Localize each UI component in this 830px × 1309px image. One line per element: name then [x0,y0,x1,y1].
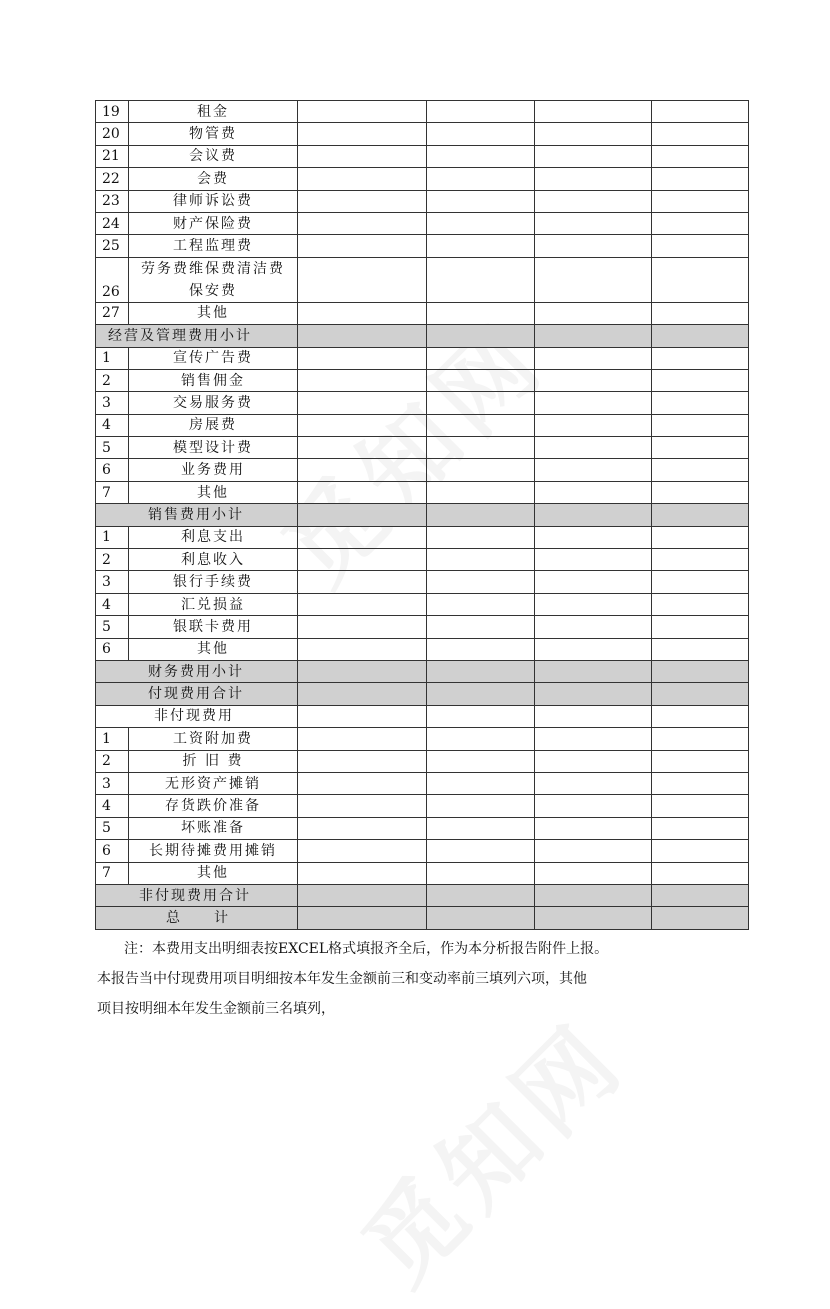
value-cell[interactable] [652,325,749,347]
value-cell[interactable] [652,817,749,839]
row-number: 5 [96,616,129,638]
table-row [96,683,749,705]
subtotal-label: 销售费用小计 [96,504,298,526]
row-number: 4 [96,795,129,817]
expense-item-name: 其他 [129,638,298,660]
table-row [96,459,749,481]
expense-item-name: 银行手续费 [129,571,298,593]
value-cell[interactable] [298,660,427,682]
notes [97,934,764,1024]
table-row [96,212,749,234]
expense-item-name: 销售佣金 [129,369,298,391]
value-cell[interactable] [427,862,535,884]
value-cell[interactable] [427,772,535,794]
value-cell[interactable] [298,571,427,593]
table-row [96,325,749,347]
value-cell[interactable] [535,123,652,145]
value-cell[interactable] [298,235,427,257]
watermark: 觅知网 [262,301,567,606]
value-cell[interactable] [652,459,749,481]
value-cell[interactable] [427,750,535,772]
expense-item-name: 利息收入 [129,549,298,571]
value-cell[interactable] [427,257,535,302]
table-row [96,235,749,257]
value-cell[interactable] [652,549,749,571]
value-cell[interactable] [427,907,535,929]
value-cell[interactable] [298,817,427,839]
expense-item-name: 房展费 [129,414,298,436]
value-cell[interactable] [427,123,535,145]
row-number: 25 [96,235,129,257]
value-cell[interactable] [535,817,652,839]
row-number: 23 [96,190,129,212]
row-number: 5 [96,817,129,839]
row-number: 4 [96,414,129,436]
expense-item-name: 交易服务费 [129,392,298,414]
expense-item-name: 工资附加费 [129,728,298,750]
expense-item-name: 其他 [129,481,298,503]
value-cell[interactable] [652,302,749,324]
value-cell[interactable] [298,392,427,414]
value-cell[interactable] [535,571,652,593]
subtotal-label: 财务费用小计 [96,660,298,682]
value-cell[interactable] [298,862,427,884]
value-cell[interactable] [298,526,427,548]
row-number: 1 [96,526,129,548]
value-cell[interactable] [652,369,749,391]
value-cell[interactable] [652,504,749,526]
value-cell[interactable] [535,190,652,212]
table-row [96,862,749,884]
value-cell[interactable] [652,728,749,750]
value-cell[interactable] [298,593,427,615]
expense-item-name: 模型设计费 [129,437,298,459]
value-cell[interactable] [298,302,427,324]
value-cell[interactable] [298,369,427,391]
value-cell[interactable] [427,705,535,727]
row-number: 6 [96,459,129,481]
value-cell[interactable] [535,437,652,459]
value-cell[interactable] [427,683,535,705]
value-cell[interactable] [427,101,535,123]
table-row [96,750,749,772]
value-cell[interactable] [427,459,535,481]
value-cell[interactable] [535,257,652,302]
expense-item-name-wrap [129,258,297,302]
table-row [96,571,749,593]
subtotal-label: 非付现费用合计 [96,884,298,906]
row-number: 24 [96,212,129,234]
table-row [96,638,749,660]
row-number: 1 [96,347,129,369]
value-cell[interactable] [427,593,535,615]
value-cell[interactable] [535,772,652,794]
value-cell[interactable] [535,481,652,503]
value-cell[interactable] [427,437,535,459]
value-cell[interactable] [298,907,427,929]
value-cell[interactable] [535,616,652,638]
value-cell[interactable] [298,459,427,481]
value-cell[interactable] [298,772,427,794]
value-cell[interactable] [298,347,427,369]
row-number: 6 [96,638,129,660]
value-cell[interactable] [652,526,749,548]
value-cell[interactable] [427,660,535,682]
value-cell[interactable] [298,616,427,638]
value-cell[interactable] [652,481,749,503]
table-row [96,705,749,727]
expense-item-name: 物管费 [129,123,298,145]
expense-item-name: 业务费用 [129,459,298,481]
value-cell[interactable] [298,437,427,459]
value-cell[interactable] [427,145,535,167]
note-line-3: 项目按明细本年发生金额前三名填列， [97,1001,335,1017]
row-number: 3 [96,571,129,593]
expense-item-name: 折 旧 费 [129,750,298,772]
value-cell[interactable] [427,840,535,862]
value-cell[interactable] [298,325,427,347]
table-row [96,347,749,369]
value-cell[interactable] [652,235,749,257]
value-cell[interactable] [427,190,535,212]
value-cell[interactable] [535,705,652,727]
value-cell[interactable] [652,840,749,862]
value-cell[interactable] [652,593,749,615]
table-row [96,190,749,212]
value-cell[interactable] [427,504,535,526]
value-cell[interactable] [652,212,749,234]
value-cell[interactable] [427,795,535,817]
row-number: 1 [96,728,129,750]
value-cell[interactable] [652,705,749,727]
value-cell[interactable] [535,549,652,571]
value-cell[interactable] [535,369,652,391]
value-cell[interactable] [427,235,535,257]
value-cell[interactable] [535,593,652,615]
table-row [96,302,749,324]
value-cell[interactable] [427,302,535,324]
value-cell[interactable] [298,145,427,167]
value-cell[interactable] [298,414,427,436]
table-row [96,772,749,794]
table-row [96,817,749,839]
table-row [96,392,749,414]
value-cell[interactable] [652,392,749,414]
table-row [96,549,749,571]
value-cell[interactable] [535,862,652,884]
subtotal-label: 付现费用合计 [96,683,298,705]
row-number: 4 [96,593,129,615]
value-cell[interactable] [298,101,427,123]
expense-detail-table [95,100,749,930]
value-cell[interactable] [652,638,749,660]
value-cell[interactable] [298,481,427,503]
table-row [96,728,749,750]
value-cell[interactable] [427,616,535,638]
expense-item-name-line2: 保安费 [189,282,237,299]
table-row [96,481,749,503]
value-cell[interactable] [652,683,749,705]
expense-item-name: 租金 [129,101,298,123]
expense-item-name [129,257,298,302]
value-cell[interactable] [535,101,652,123]
value-cell[interactable] [652,660,749,682]
value-cell[interactable] [427,481,535,503]
expense-item-name: 会议费 [129,145,298,167]
row-number: 20 [96,123,129,145]
row-number: 21 [96,145,129,167]
row-number [96,257,129,302]
row-number: 2 [96,750,129,772]
value-cell[interactable] [298,257,427,302]
value-cell[interactable] [298,549,427,571]
value-cell[interactable] [535,168,652,190]
value-cell[interactable] [427,392,535,414]
table-row [96,257,749,302]
value-cell[interactable] [427,549,535,571]
table-row [96,884,749,906]
row-number: 2 [96,369,129,391]
value-cell[interactable] [535,414,652,436]
subtotal-label: 经营及管理费用小计 [96,325,298,347]
expense-item-name: 长期待摊费用摊销 [129,840,298,862]
value-cell[interactable] [652,437,749,459]
table-row [96,123,749,145]
value-cell[interactable] [427,414,535,436]
value-cell[interactable] [652,907,749,929]
value-cell[interactable] [427,884,535,906]
expense-item-name: 银联卡费用 [129,616,298,638]
value-cell[interactable] [298,212,427,234]
value-cell[interactable] [535,840,652,862]
expense-item-name: 宣传广告费 [129,347,298,369]
table-row [96,795,749,817]
note-line-1: 注：本费用支出明细表按EXCEL格式填报齐全后，作为本分析报告附件上报。 [124,941,609,957]
expense-item-name: 汇兑损益 [129,593,298,615]
expense-item-name: 坏账准备 [129,817,298,839]
value-cell[interactable] [427,571,535,593]
value-cell[interactable] [652,168,749,190]
expense-item-name: 律师诉讼费 [129,190,298,212]
value-cell[interactable] [298,705,427,727]
value-cell[interactable] [535,302,652,324]
value-cell[interactable] [535,526,652,548]
value-cell[interactable] [652,571,749,593]
expense-item-name: 其他 [129,862,298,884]
section-heading: 非付现费用 [96,705,298,727]
value-cell[interactable] [298,683,427,705]
row-number: 3 [96,392,129,414]
row-number-text: 26 [102,283,120,300]
watermark-lower: 觅知网 [342,1001,647,1306]
value-cell[interactable] [652,101,749,123]
table-row [96,526,749,548]
value-cell[interactable] [298,638,427,660]
expense-item-name: 无形资产摊销 [129,772,298,794]
value-cell[interactable] [427,168,535,190]
value-cell[interactable] [652,884,749,906]
table-row [96,369,749,391]
value-cell[interactable] [535,728,652,750]
value-cell[interactable] [535,145,652,167]
grand-total-label: 总 计 [96,907,298,929]
value-cell[interactable] [652,347,749,369]
expense-item-name: 会费 [129,168,298,190]
value-cell[interactable] [427,347,535,369]
value-cell[interactable] [535,750,652,772]
row-number: 27 [96,302,129,324]
table-row [96,504,749,526]
value-cell[interactable] [652,862,749,884]
value-cell[interactable] [652,190,749,212]
table-row [96,414,749,436]
row-number: 6 [96,840,129,862]
value-cell[interactable] [535,683,652,705]
table-row [96,840,749,862]
row-number: 3 [96,772,129,794]
value-cell[interactable] [535,638,652,660]
expense-item-name: 财产保险费 [129,212,298,234]
value-cell[interactable] [535,212,652,234]
table-body [96,101,749,930]
expense-item-name: 存货跌价准备 [129,795,298,817]
value-cell[interactable] [652,616,749,638]
expense-item-name: 利息支出 [129,526,298,548]
value-cell[interactable] [535,459,652,481]
table-row [96,616,749,638]
row-number: 7 [96,481,129,503]
value-cell[interactable] [298,750,427,772]
value-cell[interactable] [535,660,652,682]
value-cell[interactable] [652,123,749,145]
value-cell[interactable] [427,325,535,347]
value-cell[interactable] [298,123,427,145]
table-row [96,101,749,123]
table-row [96,907,749,929]
value-cell[interactable] [652,772,749,794]
value-cell[interactable] [535,392,652,414]
value-cell[interactable] [535,907,652,929]
value-cell[interactable] [298,504,427,526]
value-cell[interactable] [427,212,535,234]
table-row [96,437,749,459]
value-cell[interactable] [652,750,749,772]
value-cell[interactable] [535,325,652,347]
value-cell[interactable] [427,369,535,391]
row-number: 22 [96,168,129,190]
value-cell[interactable] [298,840,427,862]
table-row [96,168,749,190]
value-cell[interactable] [652,414,749,436]
value-cell[interactable] [298,190,427,212]
expense-item-name: 其他 [129,302,298,324]
expense-item-name-line1: 劳务费维保费清洁费 [141,260,285,277]
value-cell[interactable] [535,795,652,817]
value-cell[interactable] [427,728,535,750]
value-cell[interactable] [298,168,427,190]
note-line-2: 本报告当中付现费用项目明细按本年发生金额前三和变动率前三填列六项，其他 [97,971,587,987]
value-cell[interactable] [427,526,535,548]
value-cell[interactable] [535,347,652,369]
value-cell[interactable] [298,795,427,817]
table-row [96,660,749,682]
value-cell[interactable] [652,257,749,302]
row-number: 19 [96,101,129,123]
value-cell[interactable] [427,817,535,839]
value-cell[interactable] [535,235,652,257]
expense-item-name: 工程监理费 [129,235,298,257]
value-cell[interactable] [652,795,749,817]
value-cell[interactable] [298,728,427,750]
table-row [96,145,749,167]
table-row [96,593,749,615]
row-number: 5 [96,437,129,459]
value-cell[interactable] [427,638,535,660]
value-cell[interactable] [535,504,652,526]
row-number: 2 [96,549,129,571]
row-number: 7 [96,862,129,884]
value-cell[interactable] [298,884,427,906]
value-cell[interactable] [652,145,749,167]
value-cell[interactable] [535,884,652,906]
